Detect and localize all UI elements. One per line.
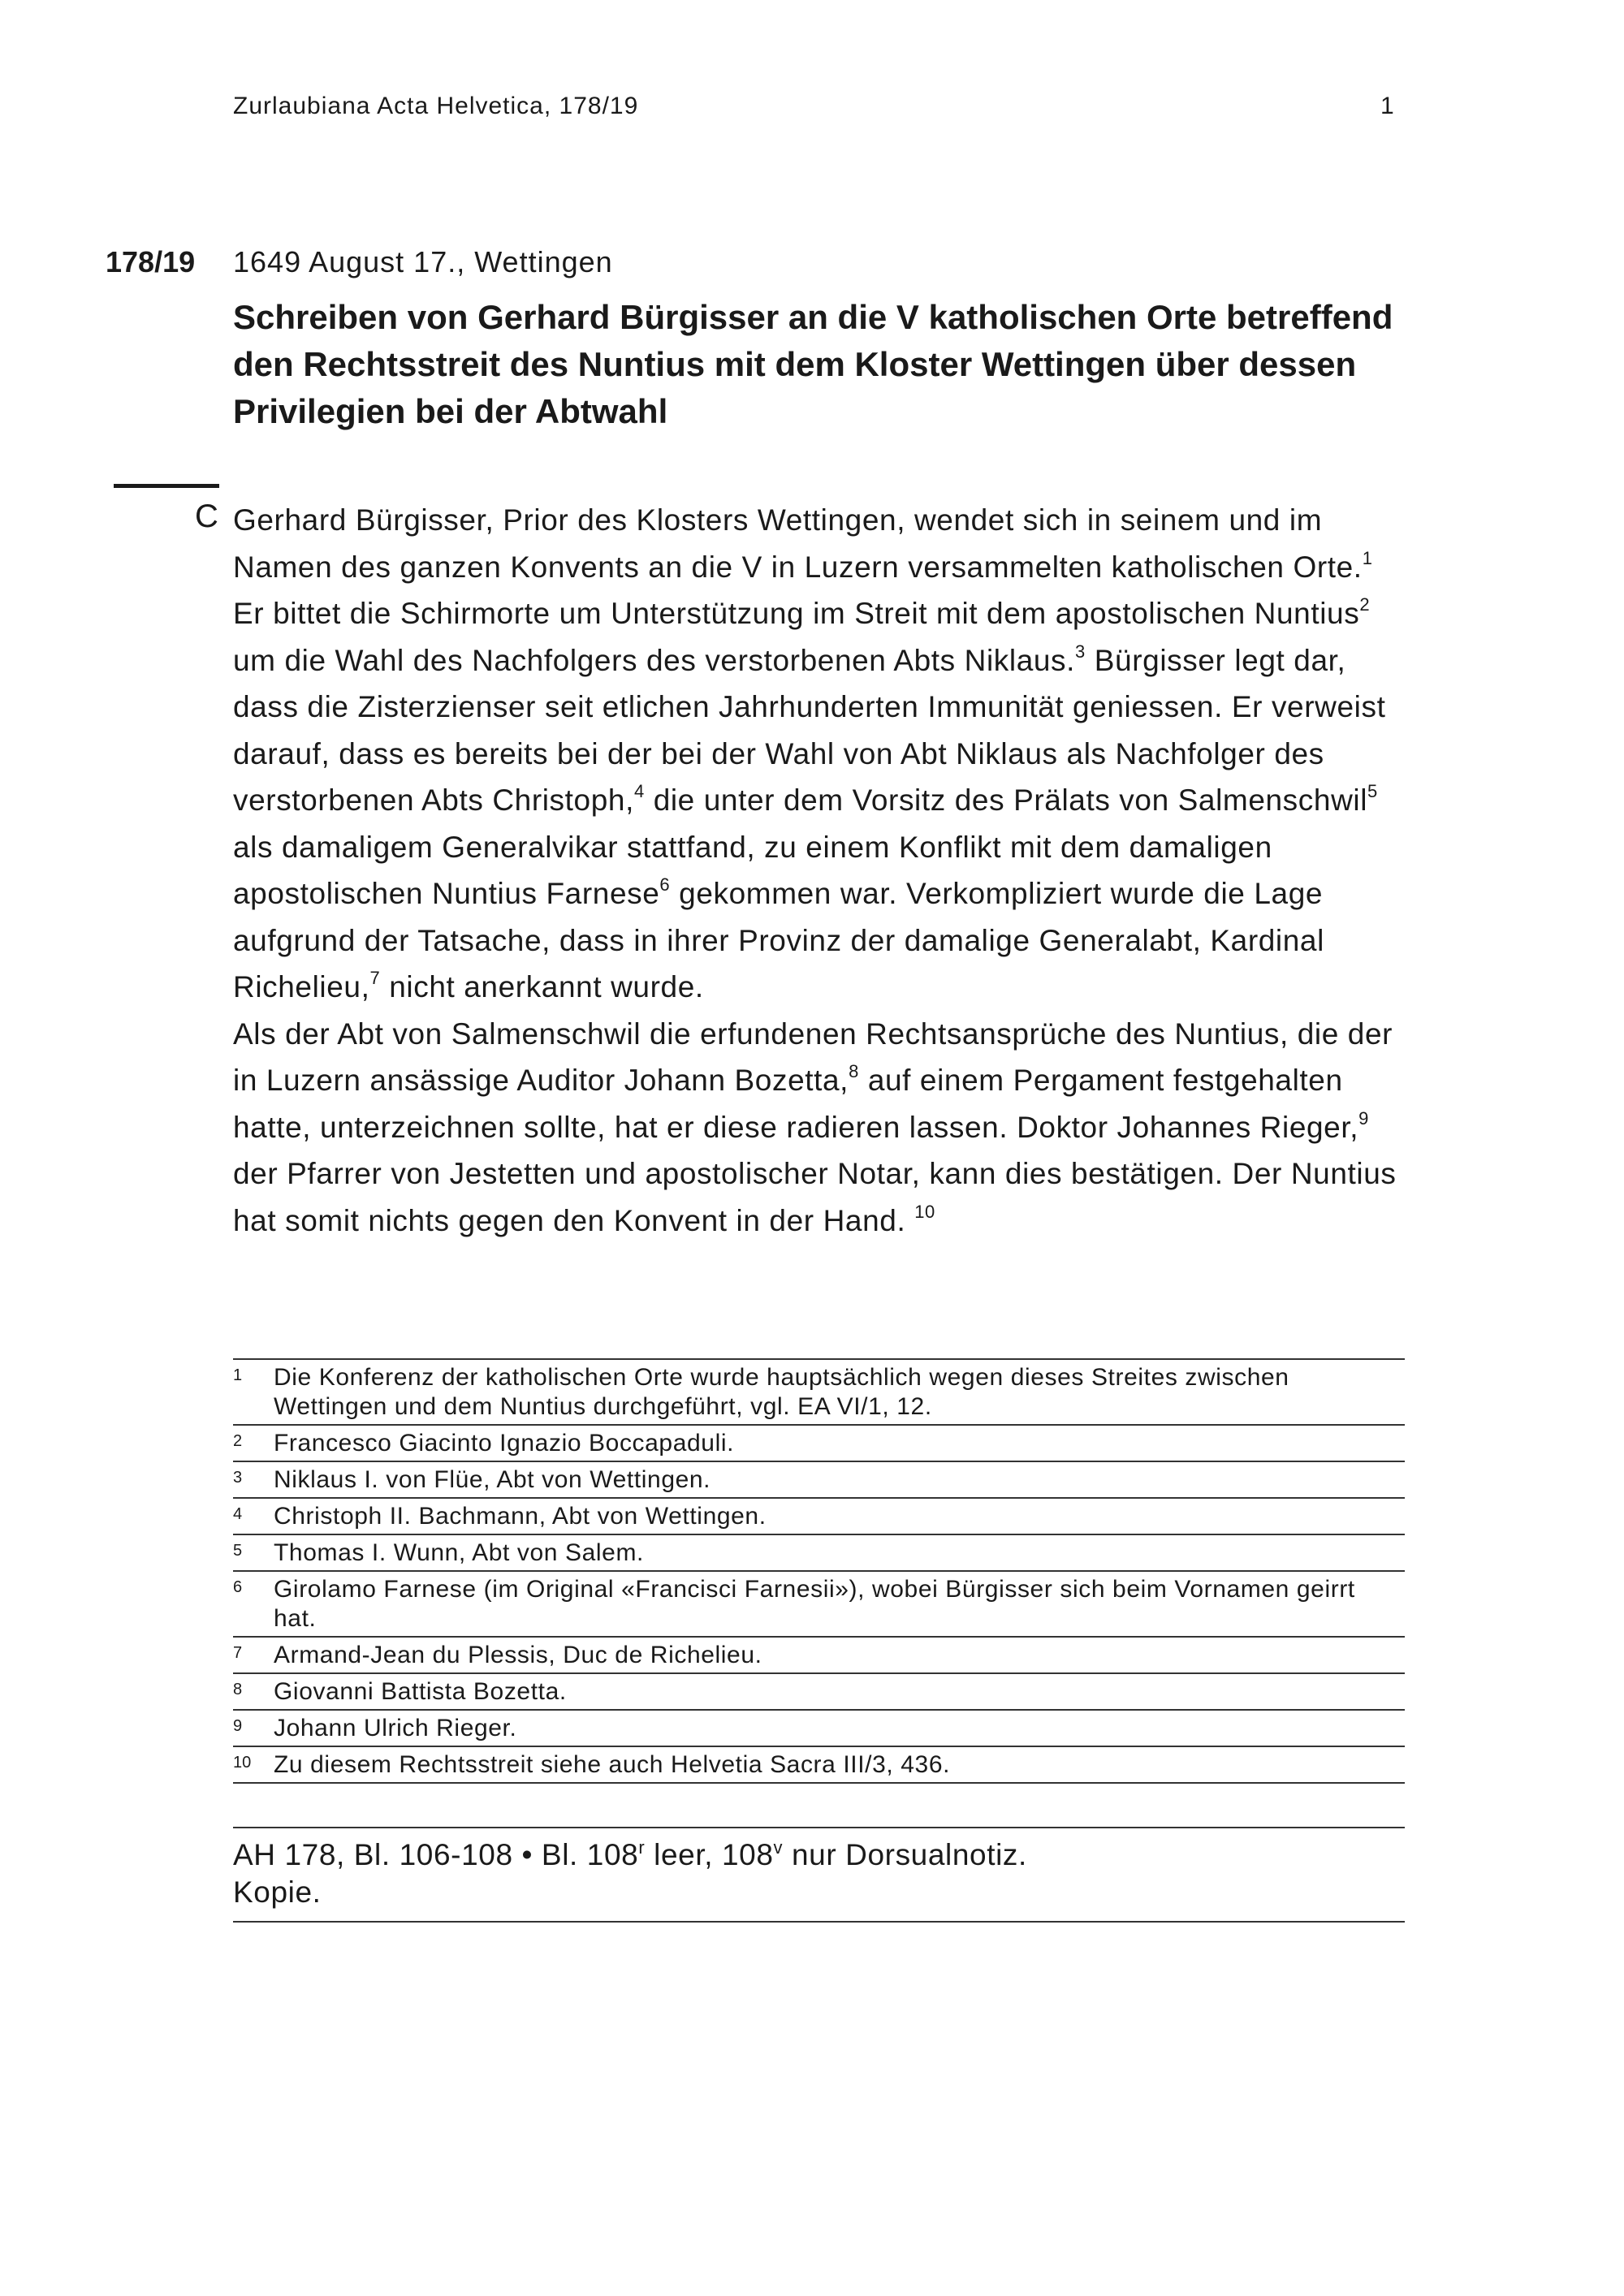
footnote-ref[interactable]: 9	[1358, 1107, 1369, 1129]
regest-paragraph-2	[233, 1011, 1402, 1245]
margin-rule	[114, 484, 219, 488]
footnote-number: 6	[233, 1578, 243, 1596]
footnote-number: 8	[233, 1681, 243, 1698]
regest-sentence: gekommen war. Verkompliziert wurde die Lage aufgrund der Tatsache, dass in ihrer Provinz der damalige Generalabt, Kardinal Richelieu,	[233, 877, 1324, 1003]
footnote-number: 1	[233, 1366, 243, 1384]
footnote-ref[interactable]: 2	[1359, 594, 1371, 615]
regest-sentence: Als der Abt von Salmenschwil die erfundenen Rechtsansprüche des Nuntius, die der in Luzern ansässige Auditor Johann Bozetta,	[233, 1016, 1393, 1097]
source-reference	[233, 1836, 1405, 1874]
page-number: 1	[1380, 93, 1394, 119]
footnote-number: 3	[233, 1469, 243, 1487]
footnote	[233, 1499, 1405, 1535]
regest-sentence: nicht anerkannt wurde.	[389, 970, 704, 1003]
footnote-number: 4	[233, 1505, 243, 1523]
footnote-number: 2	[233, 1432, 243, 1450]
footnote-ref[interactable]: 5	[1367, 781, 1378, 801]
recto-marker: r	[638, 1837, 646, 1858]
source-text: nur Dorsualnotiz.	[783, 1838, 1027, 1871]
footnote-ref[interactable]: 8	[849, 1061, 859, 1081]
verso-marker: v	[773, 1837, 784, 1858]
regest-sentence: als damaligem Generalvikar stattfand, zu einem Konflikt mit dem damaligen apostolischen Nuntius Farnese	[233, 830, 1272, 910]
footnote-ref[interactable]: 10	[914, 1201, 935, 1222]
source-copy-note: Kopie.	[233, 1875, 322, 1909]
footnote	[233, 1674, 1405, 1711]
footnote-text: Christoph II. Bachmann, Abt von Wettingen.	[274, 1503, 767, 1530]
footnote	[233, 1747, 1405, 1784]
document-title: Schreiben von Gerhard Bürgisser an die V katholischen Orte betreffend den Rechtsstreit des Nuntius mit dem Kloster Wettingen über dessen Privilegien bei der Abtwahl	[233, 298, 1393, 430]
footnote	[233, 1426, 1405, 1462]
footnote-text: Girolamo Farnese (im Original «Francisci Farnesii»), wobei Bürgisser sich beim Vornamen geirrt hat.	[274, 1576, 1355, 1632]
footnote	[233, 1572, 1405, 1638]
footnote-ref[interactable]: 3	[1075, 641, 1086, 662]
footnote-text: Niklaus I. von Flüe, Abt von Wettingen.	[274, 1466, 711, 1493]
footnote-text: Zu diesem Rechtsstreit siehe auch Helvetia Sacra III/3, 436.	[274, 1751, 951, 1778]
footnote-number: 5	[233, 1542, 243, 1560]
footnote-ref[interactable]: 6	[659, 874, 671, 895]
regest-sentence: um die Wahl des Nachfolgers des verstorbenen Abts Niklaus.	[233, 643, 1076, 677]
footnote-ref[interactable]: 1	[1362, 547, 1373, 568]
source-text: AH 178, Bl. 106-108 • Bl. 108	[233, 1838, 639, 1871]
regest-text	[233, 497, 1402, 1244]
regest-sentence: Er bittet die Schirmorte um Unterstützung im Streit mit dem apostolischen Nuntius	[233, 597, 1360, 630]
footnote-text: Thomas I. Wunn, Abt von Salem.	[274, 1539, 644, 1566]
regest-sentence: auf einem Pergament festgehalten hatte, unterzeichnen sollte, hat er diese radieren lassen. Doktor Johannes Rieger,	[233, 1064, 1359, 1144]
footnote-text: Die Konferenz der katholischen Orte wurde hauptsächlich wegen dieses Streites zwischen Wettingen und dem Nuntius durchgeführt, vgl. EA VI/1, 12.	[274, 1364, 1289, 1420]
source-note	[233, 1827, 1405, 1923]
document-number: 178/19	[106, 245, 196, 278]
footnote-number: 7	[233, 1644, 243, 1662]
footnote-text: Francesco Giacinto Ignazio Boccapaduli.	[274, 1430, 735, 1457]
document-date-place: 1649 August 17., Wettingen	[233, 245, 613, 278]
regest-sentence: Gerhard Bürgisser, Prior des Klosters Wettingen, wendet sich in seinem und im Namen des ganzen Konvents an die V in Luzern versammelten katholischen Orte.	[233, 503, 1363, 584]
regest-sentence: der Pfarrer von Jestetten und apostolischer Notar, kann dies bestätigen. Der Nuntius hat somit nichts gegen den Konvent in der Hand.	[233, 1157, 1397, 1237]
regest-sentence: Bürgisser legt dar, dass die Zisterzienser seit etlichen Jahrhunderten Immunität geniessen. Er verweist darauf, dass es bereits bei der bei der Wahl von Abt Niklaus als Nachfolger des verstorbenen Abts Christoph,	[233, 643, 1386, 817]
footnote-number: 10	[233, 1754, 252, 1772]
regest-siglum: C	[195, 498, 218, 534]
footnote-list	[233, 1358, 1405, 1784]
footnote-text: Johann Ulrich Rieger.	[274, 1715, 517, 1741]
source-text: leer, 108	[645, 1838, 774, 1871]
footnote-ref[interactable]: 7	[369, 968, 381, 988]
footnote	[233, 1638, 1405, 1674]
footnote-number: 9	[233, 1717, 243, 1735]
footnote	[233, 1360, 1405, 1426]
running-title: Zurlaubiana Acta Helvetica, 178/19	[233, 93, 639, 119]
footnote	[233, 1535, 1405, 1572]
footnote	[233, 1462, 1405, 1499]
regest-sentence: die unter dem Vorsitz des Prälats von Salmenschwil	[653, 783, 1368, 817]
footnote-text: Armand-Jean du Plessis, Duc de Richelieu.	[274, 1642, 762, 1668]
footnote	[233, 1711, 1405, 1747]
regest-paragraph-1	[233, 497, 1402, 1011]
footnote-ref[interactable]: 4	[633, 781, 645, 801]
footnote-text: Giovanni Battista Bozetta.	[274, 1678, 567, 1705]
